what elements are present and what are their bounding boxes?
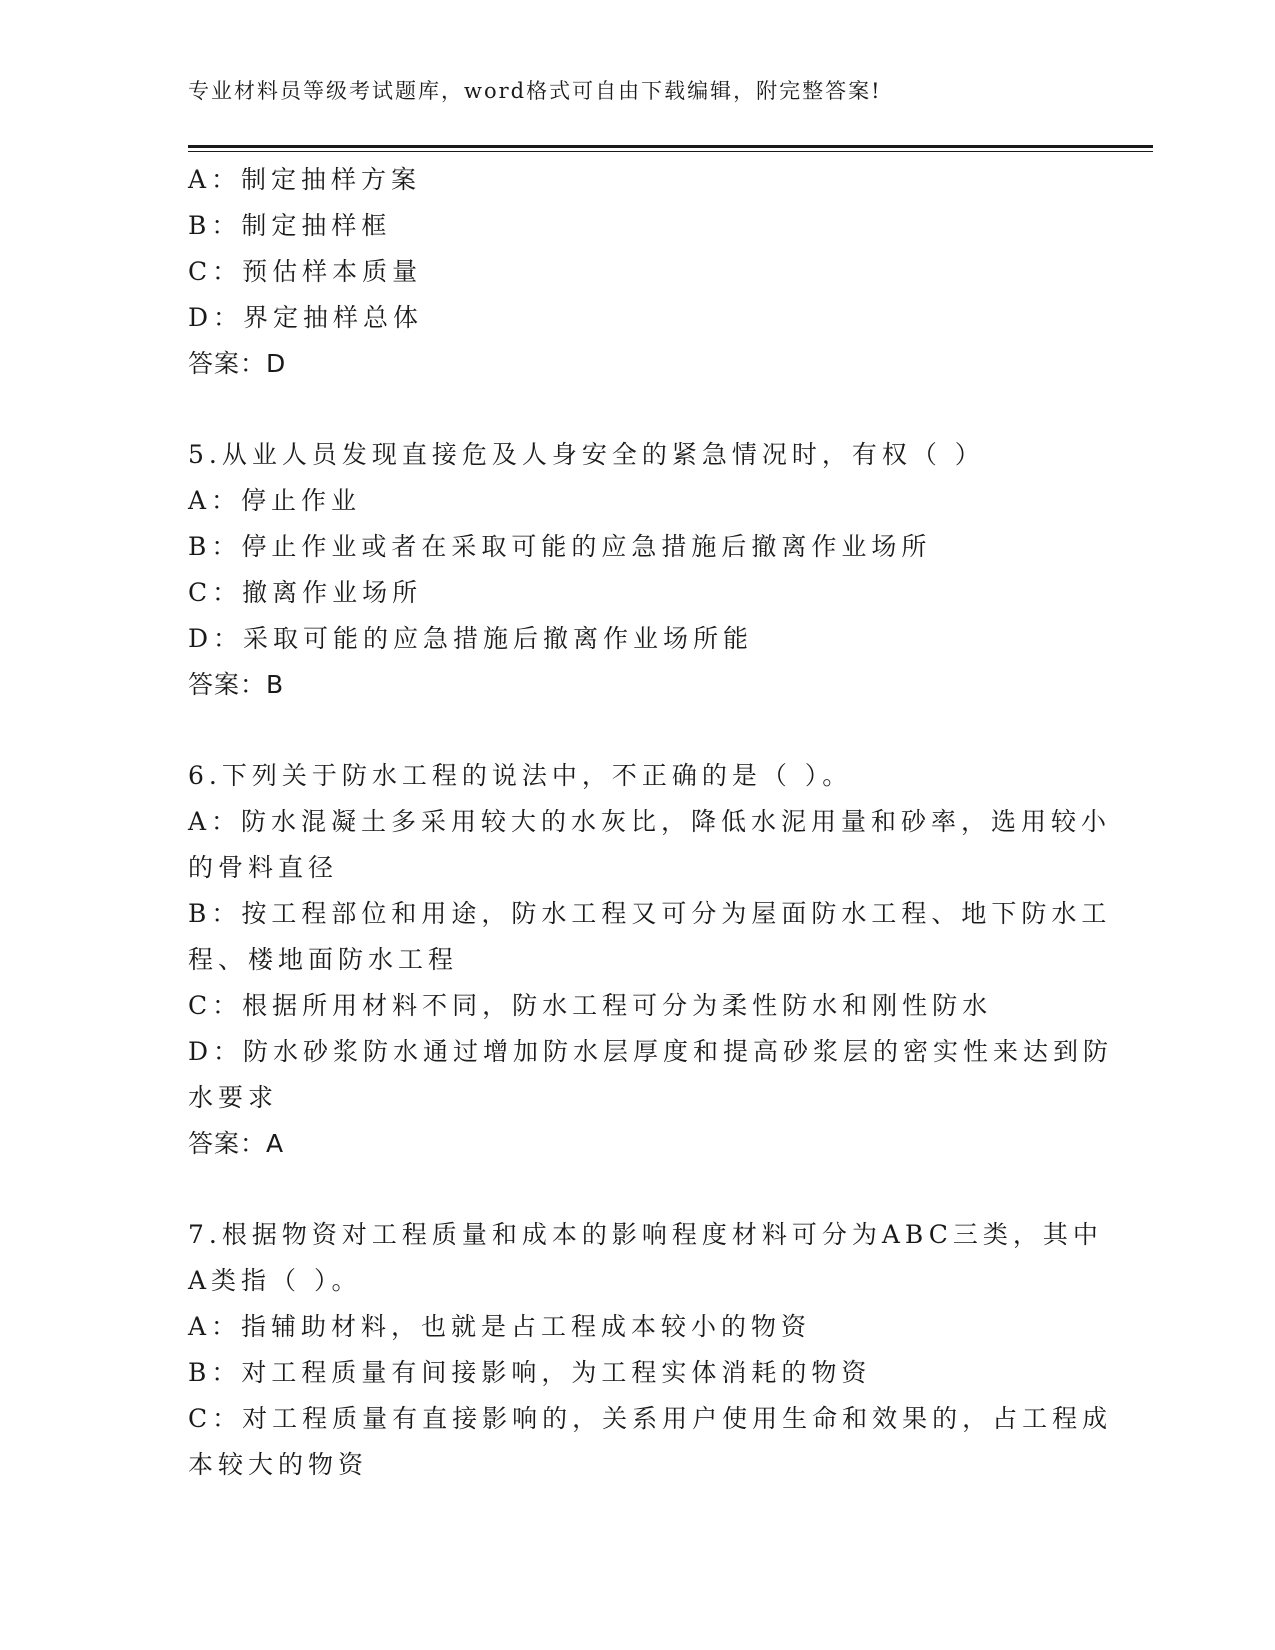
header-rule-thick (188, 145, 1153, 148)
question-list (188, 157, 1114, 1488)
option-a-continued: 的骨料直径 (188, 853, 339, 882)
question-block (188, 432, 1088, 708)
option-c-continued: 本较大的物资 (188, 1450, 369, 1479)
answer-line: 答案：D (188, 349, 287, 378)
question-text: 5.从业人员发现直接危及人身安全的紧急情况时，有权（ ） (188, 440, 985, 469)
question-text-continued: A类指（ ）。 (188, 1266, 362, 1295)
option-a: A：指辅助材料，也就是占工程成本较小的物资 (188, 1312, 812, 1341)
option-b: B：按工程部位和用途，防水工程又可分为屋面防水工程、地下防水工 (188, 899, 1112, 928)
option-b: B：对工程质量有间接影响，为工程实体消耗的物资 (188, 1358, 872, 1387)
question-block (188, 753, 1114, 1167)
option-c: C：对工程质量有直接影响的，关系用户使用生命和效果的，占工程成 (188, 1404, 1113, 1433)
option-a: A：防水混凝土多采用较大的水灰比，降低水泥用量和砂率，选用较小 (188, 807, 1112, 836)
question-block (188, 157, 1088, 387)
option-c: C：根据所用材料不同，防水工程可分为柔性防水和刚性防水 (188, 991, 993, 1020)
option-d: D：采取可能的应急措施后撤离作业场所能 (188, 624, 754, 653)
answer-line: 答案：A (188, 1129, 285, 1158)
option-d-continued: 水要求 (188, 1083, 279, 1112)
header-rule-thin (188, 151, 1153, 152)
page-header: 专业材料员等级考试题库，word格式可自由下载编辑，附完整答案! (188, 79, 882, 103)
option-b-continued: 程、楼地面防水工程 (188, 945, 459, 974)
option-c: C：预估样本质量 (188, 257, 423, 286)
question-text: 6.下列关于防水工程的说法中，不正确的是（ ）。 (188, 761, 853, 790)
option-d: D：防水砂浆防水通过增加防水层厚度和提高砂浆层的密实性来达到防 (188, 1037, 1114, 1066)
option-a: A：制定抽样方案 (188, 165, 422, 194)
option-a: A：停止作业 (188, 486, 362, 515)
option-b: B：制定抽样框 (188, 211, 392, 240)
answer-line: 答案：B (188, 670, 285, 699)
option-c: C：撤离作业场所 (188, 578, 423, 607)
question-text: 7.根据物资对工程质量和成本的影响程度材料可分为ABC三类，其中 (188, 1220, 1103, 1249)
question-block (188, 1212, 1113, 1488)
option-d: D：界定抽样总体 (188, 303, 424, 332)
option-b: B：停止作业或者在采取可能的应急措施后撤离作业场所 (188, 532, 932, 561)
